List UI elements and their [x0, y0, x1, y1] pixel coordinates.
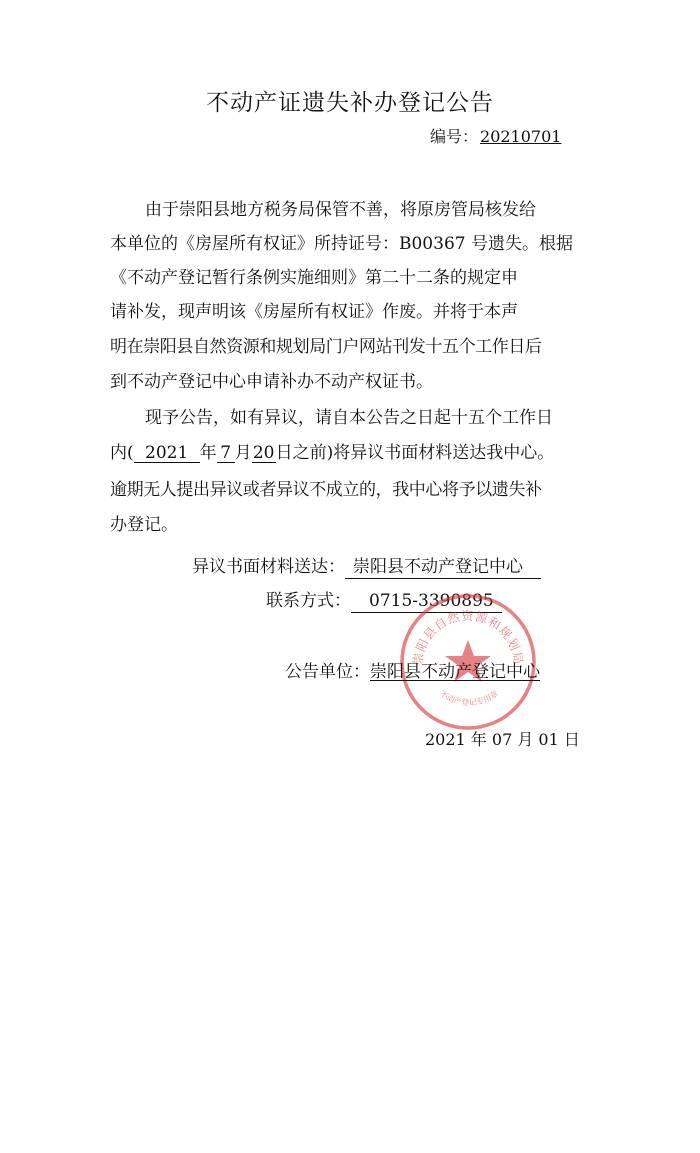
body-line: 《不动产登记暂行条例实施细则》第二十二条的规定申 [110, 268, 518, 288]
body-line: 逾期无人提出异议或者异议不成立的，我中心将予以遗失补 [110, 480, 542, 500]
deadline-month: 7 [217, 444, 235, 463]
seal-text-top: 崇阳县自然资源和规划局 [410, 609, 526, 666]
deadline-prefix: 内( [110, 443, 134, 463]
issuer-field [285, 657, 540, 682]
seal-text-bottom: 不动产登记专用章 [438, 689, 500, 708]
document-title: 不动产证遗失补办登记公告 [206, 90, 494, 116]
svg-text:不动产登记专用章 [438, 688, 500, 707]
deadline-day: 20 [252, 443, 275, 463]
contact-value: 0715-3390895 [351, 591, 502, 613]
body-line: 到不动产登记中心申请补办不动产权证书。 [110, 372, 433, 392]
deadline-suffix: 日之前)将异议书面材料送达我中心。 [275, 443, 555, 463]
body-line: 现予公告，如有异议，请自本公告之日起十五个工作日 [145, 408, 553, 428]
body-line: 请补发，现声明该《房屋所有权证》作废。并将于本声 [110, 302, 518, 322]
deliver-label: 异议书面材料送达： [192, 557, 345, 577]
body-line: 本单位的《房屋所有权证》所持证号：B00367 号遗失。根据 [110, 234, 573, 254]
issuer-value: 崇阳县不动产登记中心 [370, 662, 540, 682]
issuer-label: 公告单位： [285, 662, 370, 682]
deadline-year: 2021 [134, 444, 200, 463]
deadline-year-unit: 年 [199, 443, 217, 463]
deadline-month-unit: 月 [234, 443, 252, 463]
deadline-line [110, 443, 554, 463]
body-line: 由于崇阳县地方税务局保管不善，将原房管局核发给 [145, 200, 536, 220]
body-line: 明在崇阳县自然资源和规划局门户网站刊发十五个工作日后 [110, 337, 542, 357]
deliver-value: 崇阳县不动产登记中心 [345, 552, 541, 579]
deliver-field [192, 552, 541, 579]
body-line: 办登记。 [110, 515, 178, 535]
notice-date: 2021 年 07 月 01 日 [425, 730, 580, 749]
document-number-label: 编号： [430, 127, 479, 146]
document-number-value: 20210701 [480, 127, 562, 146]
document-number [430, 124, 561, 147]
contact-label: 联系方式： [266, 591, 351, 611]
